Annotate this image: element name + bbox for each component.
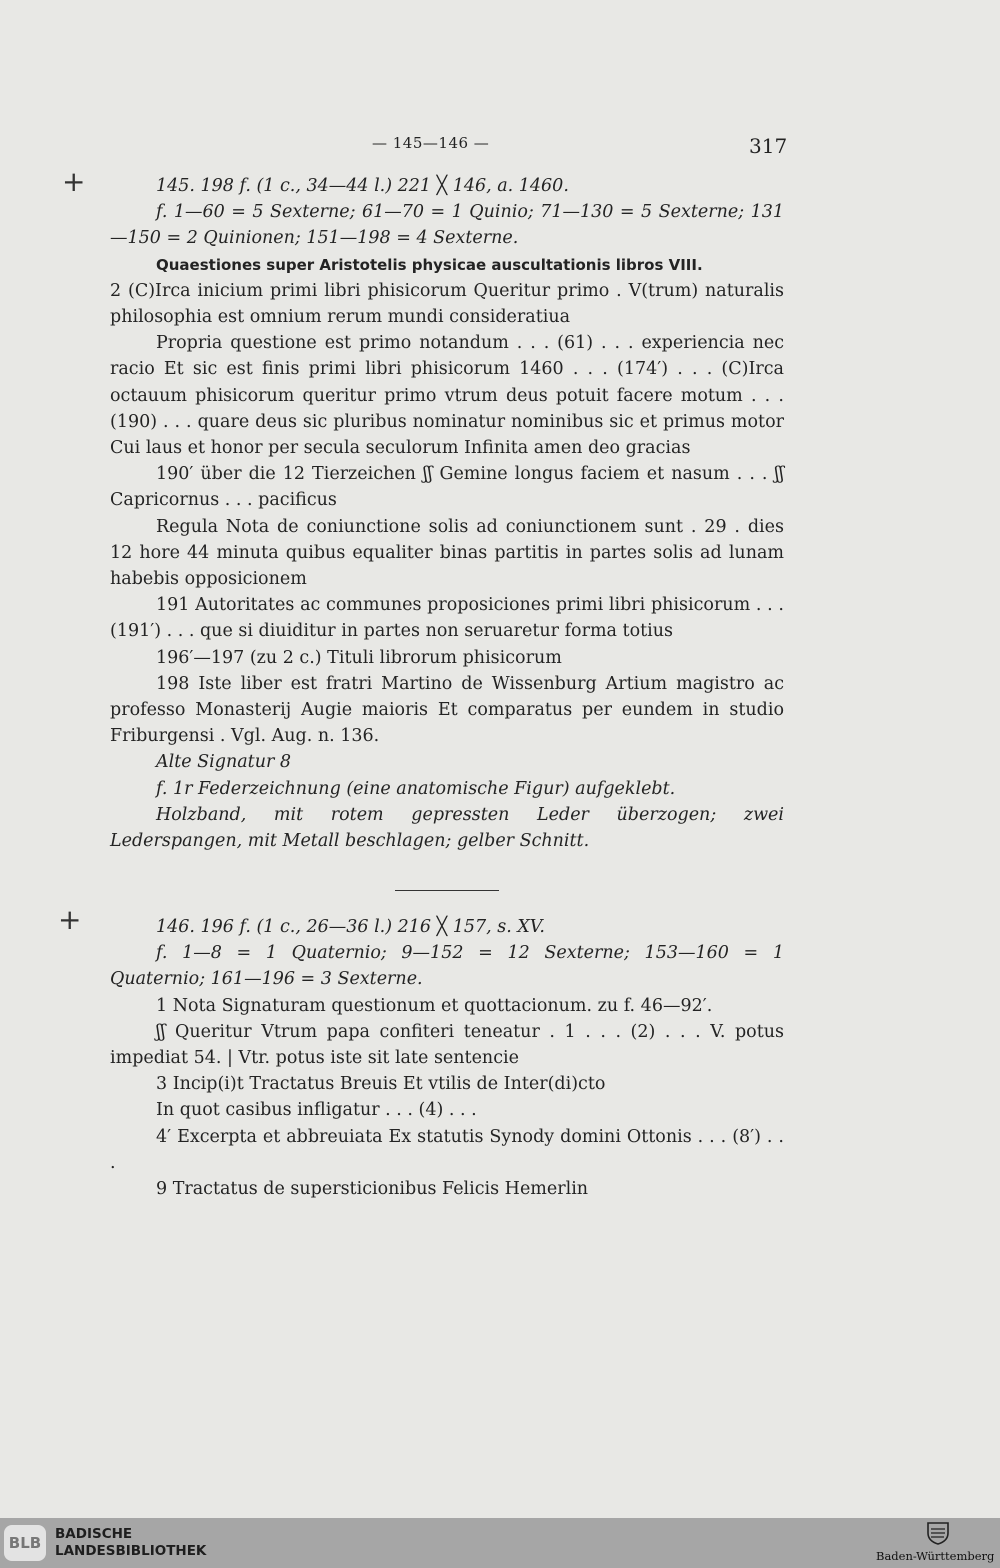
quire-structure: f. 1—8 = 1 Quaternio; 9—152 = 12 Sexterne; 153—160 = 1 Quaternio; 161—196 = 3 Sexterne.	[110, 943, 784, 990]
catalog-entry-145	[110, 173, 784, 854]
margin-plus-mark: +	[58, 903, 82, 936]
entry-heading: 146. 196 f. (1 c., 26—36 l.) 216 ╳ 157, s. XV.	[156, 917, 545, 937]
text-paragraph: 4′ Excerpta et abbreuiata Ex statutis Synody domini Ottonis . . . (8′) . . .	[110, 1126, 784, 1173]
margin-plus-mark: +	[62, 165, 86, 198]
library-name-line2: LANDESBIBLIOTHEK	[55, 1543, 207, 1559]
text-paragraph: ʃʃ Queritur Vtrum papa confiteri teneatur . 1 . . . (2) . . . V. potus impediat 54. | Vtr. potus iste sit late sentencie	[110, 1021, 784, 1069]
entry-range-header: — 145—146 —	[372, 134, 490, 152]
library-name	[55, 1526, 206, 1560]
text-paragraph: 1 Nota Signaturam questionum et quottacionum. zu f. 46—92′.	[156, 995, 713, 1016]
quire-structure: f. 1—60 = 5 Sexterne; 61—70 = 1 Quinio; 71—130 = 5 Sexterne; 131—150 = 2 Quinionen; 151—198 = 4 Sexterne.	[110, 202, 784, 249]
binding-description: Holzband, mit rotem gepressten Leder überzogen; zwei Lederspangen, mit Metall beschlagen; gelber Schnitt.	[110, 804, 784, 852]
state-label: Baden-Württemberg	[876, 1549, 995, 1563]
text-paragraph: 190′ über die 12 Tierzeichen ʃʃ Gemine longus faciem et nasum . . . ʃʃ Capricornus . . . pacificus	[110, 464, 784, 511]
text-paragraph: 191 Autoritates ac communes proposiciones primi libri phisicorum . . . (191′) . . . que si diuiditur in partes non seruaretur forma totius	[110, 595, 784, 642]
section-divider	[395, 890, 499, 891]
old-shelfmark: Alte Signatur 8	[156, 752, 292, 773]
text-paragraph: 3 Incip(i)t Tractatus Breuis Et vtilis de Inter(di)cto	[156, 1074, 606, 1095]
drawing-note: f. 1r Federzeichnung (eine anatomische Figur) aufgeklebt.	[156, 778, 676, 799]
state-crest-icon	[925, 1521, 951, 1545]
entry-heading: 145. 198 f. (1 c., 34—44 l.) 221 ╳ 146, a. 1460.	[156, 176, 569, 196]
text-paragraph: 196′—197 (zu 2 c.) Tituli librorum phisicorum	[156, 647, 562, 668]
blb-logo[interactable]: BLB	[4, 1525, 46, 1561]
text-paragraph: 9 Tractatus de supersticionibus Felicis Hemerlin	[156, 1179, 589, 1200]
text-paragraph: Propria questione est primo notandum . . . (61) . . . experiencia nec racio Et sic est finis primi libri phisicorum 1460 . . . (174′) . . . (C)Irca octauum phisicorum queritur primo vtrum deus potuit facere motum . . . (190) . . . quare deus sic pluribus nominatur nominibus sic et primus motor Cui laus et honor per secula seculorum Infinita amen deo gracias	[110, 333, 784, 459]
incipit: 2 (C)Irca inicium primi libri phisicorum Queritur primo . V(trum) naturalis philosophia est omnium rerum mundi consideratiua	[110, 280, 784, 328]
ownership-note: 198 Iste liber est fratri Martino de Wissenburg Artium magistro ac professo Monasterij Augie maioris Et comparatus per eundem in studio Friburgensi . Vgl. Aug. n. 136.	[110, 673, 784, 747]
work-title: Quaestiones super Aristotelis physicae auscultationis libros VIII.	[156, 255, 703, 274]
text-paragraph: In quot casibus infligatur . . . (4) . . .	[156, 1100, 477, 1121]
library-name-line1: BADISCHE	[55, 1526, 133, 1542]
library-footer-bar	[0, 1518, 1000, 1568]
page-number: 317	[749, 134, 788, 158]
text-paragraph: Regula Nota de coniunctione solis ad coniunctionem sunt . 29 . dies 12 hore 44 minuta quibus equaliter binas partitis in partes solis ad lunam habebis opposicionem	[110, 516, 784, 590]
catalog-entry-146	[110, 914, 784, 1202]
